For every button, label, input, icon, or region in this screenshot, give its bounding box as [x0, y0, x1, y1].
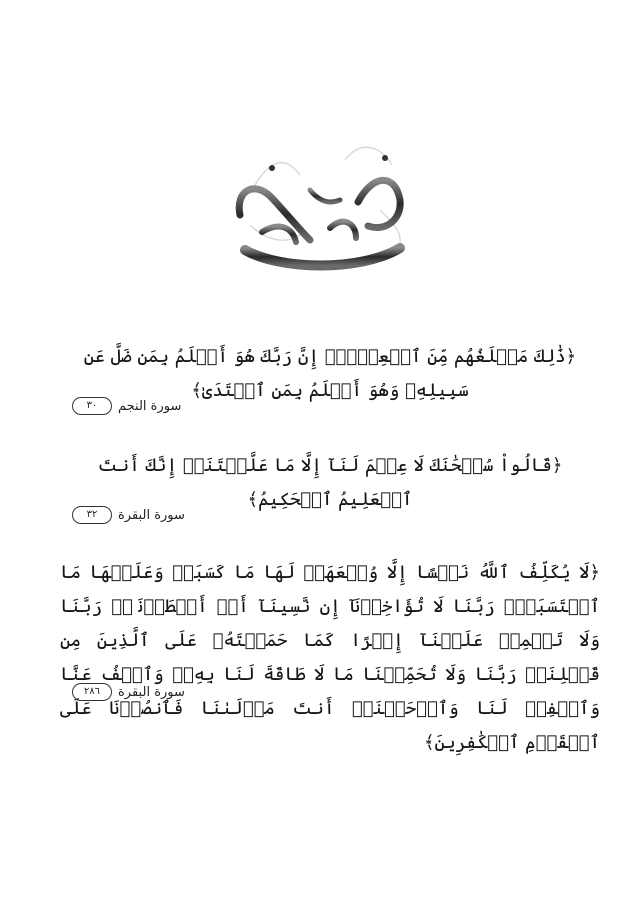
surah-name: سورة البقرة [118, 684, 185, 700]
verse-text: ﴿لَا يُكَلِّفُ ٱللَّهُ نَفۡسًا إِلَّا وُسۡعَهَاۚ لَهَا مَا كَسَبَتۡ وَعَلَيۡهَا مَا ٱكۡتَسَبَتۡۗ رَبَّنَا لَا تُؤَاخِذۡنَآ إِن نَّسِينَآ أَوۡ أَخۡطَأۡنَاۚ رَبَّنَا وَلَا تَحۡمِلۡ عَلَيۡنَآ إِصۡرًا كَمَا حَمَلۡتَهُۥ عَلَى ٱلَّذِينَ مِن قَبۡلِنَاۚ رَبَّنَا وَلَا تُحَمِّلۡنَا مَا لَا طَاقَةَ لَنَا بِهِۦۖ وَٱعۡفُ عَنَّا وَٱغۡفِرۡ لَنَا وَٱرۡحَمۡنَآۚ أَنتَ مَوۡلَىٰنَا فَٱنصُرۡنَا عَلَى ٱلۡقَوۡمِ ٱلۡكَٰفِرِينَ﴾ [60, 562, 600, 753]
surah-name: سورة البقرة [118, 507, 185, 523]
surah-name: سورة النجم [118, 398, 182, 414]
verse-citation [72, 680, 185, 704]
verse-text: ﴿قَالُواْ سُبۡحَٰنَكَ لَا عِلۡمَ لَنَآ إِلَّا مَا عَلَّمۡتَنَآۖ إِنَّكَ أَنتَ ٱلۡعَلِيمُ ٱلۡحَكِيمُ﴾ [97, 455, 563, 510]
basmala-calligraphy-emblem [0, 40, 638, 280]
ayah-number-badge: ٣٢ [72, 506, 112, 524]
verse-text: ﴿ذَٰلِكَ مَبۡلَغُهُم مِّنَ ٱلۡعِلۡمِۚ إِنَّ رَبَّكَ هُوَ أَعۡلَمُ بِمَن ضَلَّ عَن سَبِيلِهِۦ وَهُوَ أَعۡلَمُ بِمَنِ ٱهۡتَدَىٰ﴾ [83, 346, 577, 401]
ayah-number-badge: ٣٠ [72, 397, 112, 415]
verse-citation [72, 394, 181, 418]
ayah-number-badge: ٢٨٦ [72, 683, 112, 701]
verse-citation [72, 503, 185, 527]
